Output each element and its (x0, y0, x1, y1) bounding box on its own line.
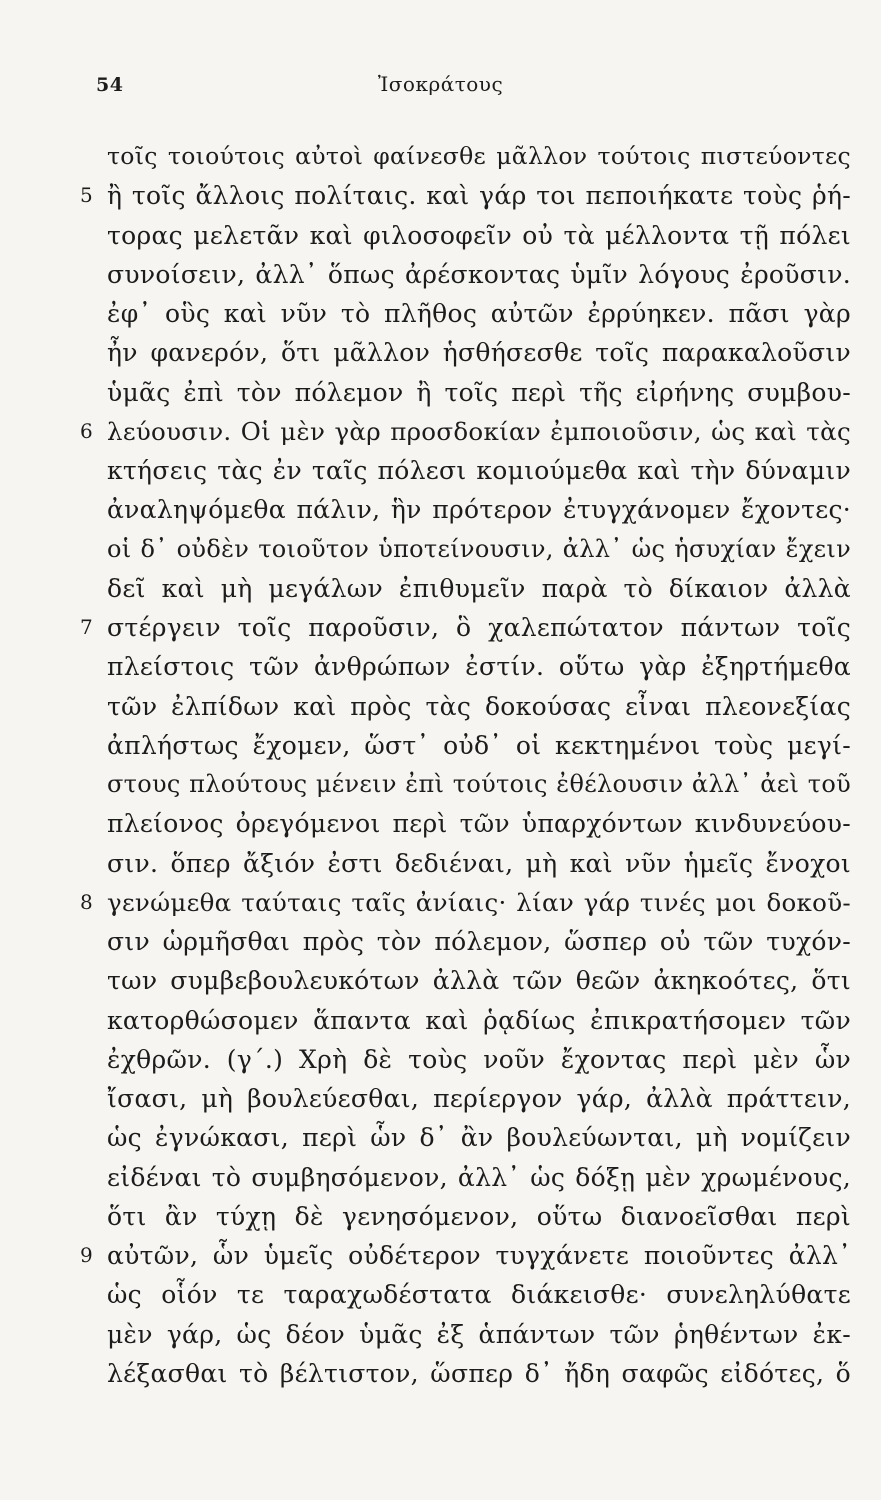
line-text: οἱ δ᾽ οὐδὲν τοιοῦτον ὑποτείνουσιν, ἀλλ᾽ ὡς ἡσυχίαν ἔχειν (107, 534, 851, 563)
line-text: ἀπλήστως ἔχομεν, ὥστ᾽ οὐδ᾽ οἱ κεκτημένοι τοὺς μεγί- (107, 730, 851, 760)
line-text: στους πλούτους μένειν ἐπὶ τούτοις ἐθέλουσιν ἀλλ᾽ ἀεὶ τοῦ (107, 770, 851, 798)
line-number: 5 (80, 183, 93, 208)
line-text: ἢ τοῖς ἄλλοις πολίταις. καὶ γάρ τοι πεποιήκατε τοὺς ῥή- (107, 181, 851, 211)
text-line (0, 255, 881, 294)
text-line (0, 1040, 881, 1079)
running-head: Ἰσοκράτους (377, 72, 504, 96)
line-text: ἴσασι, μὴ βουλεύεσθαι, περίεργον γάρ, ἀλλὰ πράττειν, (107, 1084, 851, 1113)
text-line (0, 451, 881, 490)
text-line (0, 1236, 881, 1275)
text-line (0, 804, 881, 843)
line-number: 7 (80, 615, 93, 639)
text-line (0, 333, 881, 372)
line-text: συνοίσειν, ἀλλ᾽ ὅπως ἀρέσκοντας ὑμῖν λόγους ἐροῦσιν. (107, 259, 851, 289)
text-line (0, 412, 881, 451)
line-text: ἦν φανερόν, ὅτι μᾶλλον ἡσθήσεσθε τοῖς παρακαλοῦσιν (107, 338, 851, 368)
line-number: 8 (80, 889, 93, 914)
text-line (0, 373, 881, 412)
line-text: τοῖς τοιούτοις αὐτοὶ φαίνεσθε μᾶλλον τούτοις πιστεύοντες (107, 142, 851, 170)
text-line (0, 216, 881, 255)
text-line (0, 1118, 881, 1157)
text-line (0, 176, 881, 215)
text-line (0, 490, 881, 529)
line-text: κατορθώσομεν ἅπαντα καὶ ῥᾳδίως ἐπικρατήσομεν τῶν (107, 1005, 851, 1035)
line-text: σιν ὡρμῆσθαι πρὸς τὸν πόλεμον, ὥσπερ οὐ τῶν τυχόν- (107, 927, 851, 956)
text-line (0, 1354, 881, 1393)
line-text: ὡς οἷόν τε ταραχωδέστατα διάκεισθε· συνεληλύθατε (107, 1280, 851, 1310)
line-text: ἐφ᾽ οὓς καὶ νῦν τὸ πλῆθος αὐτῶν ἐρρύηκεν. πᾶσι γὰρ (107, 299, 851, 328)
text-line (0, 844, 881, 883)
line-text: εἰδέναι τὸ συμβησόμενον, ἀλλ᾽ ὡς δόξῃ μὲν χρωμένους, (107, 1162, 851, 1192)
line-text: αὐτῶν, ὧν ὑμεῖς οὐδέτερον τυγχάνετε ποιοῦντες ἀλλ᾽ (107, 1241, 851, 1270)
text-line (0, 961, 881, 1000)
line-text: κτήσεις τὰς ἐν ταῖς πόλεσι κομιούμεθα καὶ τὴν δύναμιν (107, 456, 851, 485)
line-text: ὅτι ἂν τύχῃ δὲ γενησόμενον, οὕτω διανοεῖσθαι περὶ (107, 1201, 851, 1231)
line-text: ἀναληψόμεθα πάλιν, ἣν πρότερον ἐτυγχάνομεν ἔχοντες· (107, 495, 851, 525)
text-line (0, 137, 881, 176)
text-line (0, 687, 881, 726)
line-text: πλείονος ὀρεγόμενοι περὶ τῶν ὑπαρχόντων κινδυνεύου- (107, 809, 851, 839)
line-text: των συμβεβουλευκότων ἀλλὰ τῶν θεῶν ἀκηκοότες, ὅτι (107, 966, 851, 996)
line-text: λεύουσιν. Οἱ μὲν γὰρ προσδοκίαν ἐμποιοῦσιν, ὡς καὶ τὰς (107, 416, 851, 446)
line-text: ὑμᾶς ἐπὶ τὸν πόλεμον ἢ τοῖς περὶ τῆς εἰρήνης συμβου- (107, 377, 851, 407)
line-text: τορας μελετᾶν καὶ φιλοσοφεῖν οὐ τὰ μέλλοντα τῇ πόλει (107, 220, 851, 250)
text-line (0, 1001, 881, 1040)
text-line (0, 294, 881, 333)
text-line (0, 1158, 881, 1197)
line-text: γενώμεθα ταύταις ταῖς ἀνίαις· λίαν γάρ τινές μοι δοκοῦ- (107, 887, 851, 917)
text-line (0, 1275, 881, 1314)
line-text: μὲν γάρ, ὡς δέον ὑμᾶς ἐξ ἁπάντων τῶν ῥηθέντων ἐκ- (107, 1319, 851, 1349)
text-line (0, 1197, 881, 1236)
line-text: στέργειν τοῖς παροῦσιν, ὃ χαλεπώτατον πάντων τοῖς (107, 613, 851, 642)
line-text: δεῖ καὶ μὴ μεγάλων ἐπιθυμεῖν παρὰ τὸ δίκαιον ἀλλὰ (107, 573, 851, 603)
line-number: 9 (80, 1243, 93, 1267)
text-line (0, 530, 881, 569)
line-text: σιν. ὅπερ ἄξιόν ἐστι δεδιέναι, μὴ καὶ νῦν ἡμεῖς ἔνοχοι (107, 848, 851, 878)
line-text: λέξασθαι τὸ βέλτιστον, ὥσπερ δ᾽ ἤδη σαφῶς εἰδότες, ὅ (107, 1358, 851, 1388)
text-line (0, 1079, 881, 1118)
text-line (0, 569, 881, 608)
text-line (0, 608, 881, 647)
line-text: τῶν ἐλπίδων καὶ πρὸς τὰς δοκούσας εἶναι πλεονεξίας (107, 691, 851, 721)
text-line (0, 726, 881, 765)
page-number: 54 (96, 74, 124, 96)
text-line (0, 883, 881, 922)
body-text (0, 137, 881, 1393)
text-line (0, 647, 881, 686)
line-text: ὡς ἐγνώκασι, περὶ ὧν δ᾽ ἂν βουλεύωνται, μὴ νομίζειν (107, 1123, 851, 1153)
line-text: πλείστοις τῶν ἀνθρώπων ἐστίν. οὕτω γὰρ ἐξηρτήμεθα (107, 652, 851, 682)
text-line (0, 922, 881, 961)
line-number: 6 (80, 418, 93, 443)
text-line (0, 765, 881, 804)
text-line (0, 1315, 881, 1354)
line-text: ἐχθρῶν. (γ΄.) Χρὴ δὲ τοὺς νοῦν ἔχοντας περὶ μὲν ὧν (107, 1044, 851, 1074)
